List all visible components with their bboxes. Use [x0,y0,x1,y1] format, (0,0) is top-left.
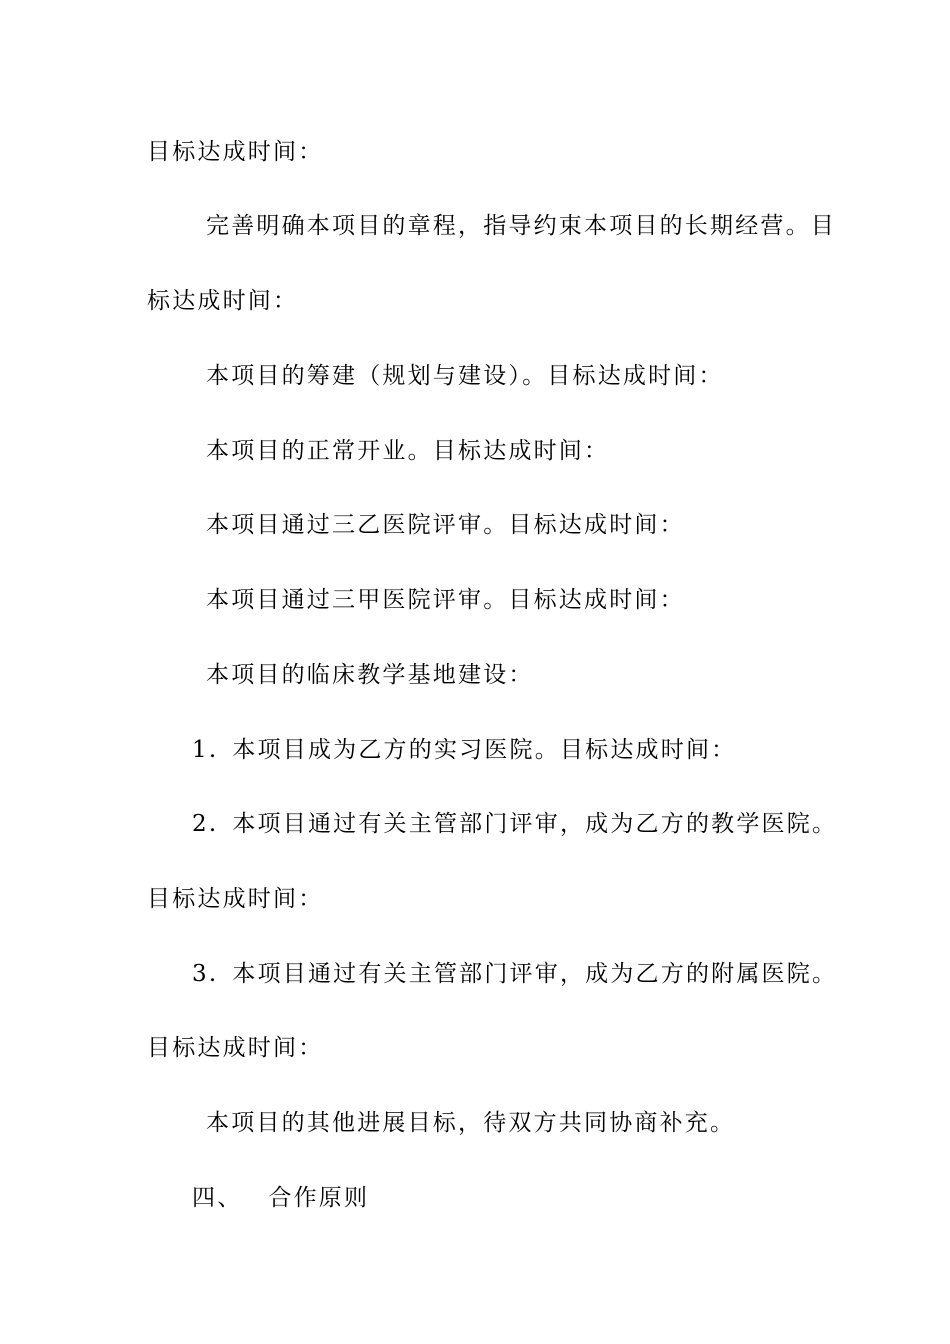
section-heading [192,1183,369,1213]
list-number: 3. [192,961,219,987]
paragraph-line [206,436,609,466]
paragraph-line [147,137,323,167]
paragraph-line [147,286,298,316]
line-text: 本项目通过有关主管部门评审，成为乙方的教学医院。 [232,811,838,837]
line-text: 目标达成时间： [147,1035,324,1061]
line-text: 本项目的临床教学基地建设： [206,662,534,688]
line-text: 本项目通过有关主管部门评审，成为乙方的附属医院。 [232,961,838,987]
list-item [192,809,837,839]
paragraph-line [147,884,323,914]
paragraph-line [206,1108,735,1138]
paragraph-line [147,1033,323,1063]
list-number: 2. [192,811,219,837]
line-text: 目标达成时间： [147,139,324,165]
line-text: 本项目通过三乙医院评审。目标达成时间： [206,512,685,538]
line-text: 目标达成时间： [147,886,324,912]
paragraph-line [206,510,685,540]
paragraph-line [206,585,685,615]
line-text: 本项目的筹建（规划与建设）。目标达成时间： [206,363,724,389]
list-item [192,959,837,989]
line-text: 完善明确本项目的章程，指导约束本项目的长期经营。目 [206,213,836,239]
list-number: 1. [192,737,219,763]
section-number: 四、 [192,1185,243,1211]
paragraph-line [206,211,836,241]
list-item [192,735,736,765]
line-text: 标达成时间： [147,288,299,314]
paragraph-line [206,361,724,391]
line-text: 本项目的其他进展目标，待双方共同协商补充。 [206,1110,736,1136]
line-text: 本项目成为乙方的实习医院。目标达成时间： [232,737,737,763]
section-title: 合作原则 [268,1185,370,1211]
line-text: 本项目的正常开业。目标达成时间： [206,438,610,464]
paragraph-line [206,660,534,690]
line-text: 本项目通过三甲医院评审。目标达成时间： [206,587,685,613]
